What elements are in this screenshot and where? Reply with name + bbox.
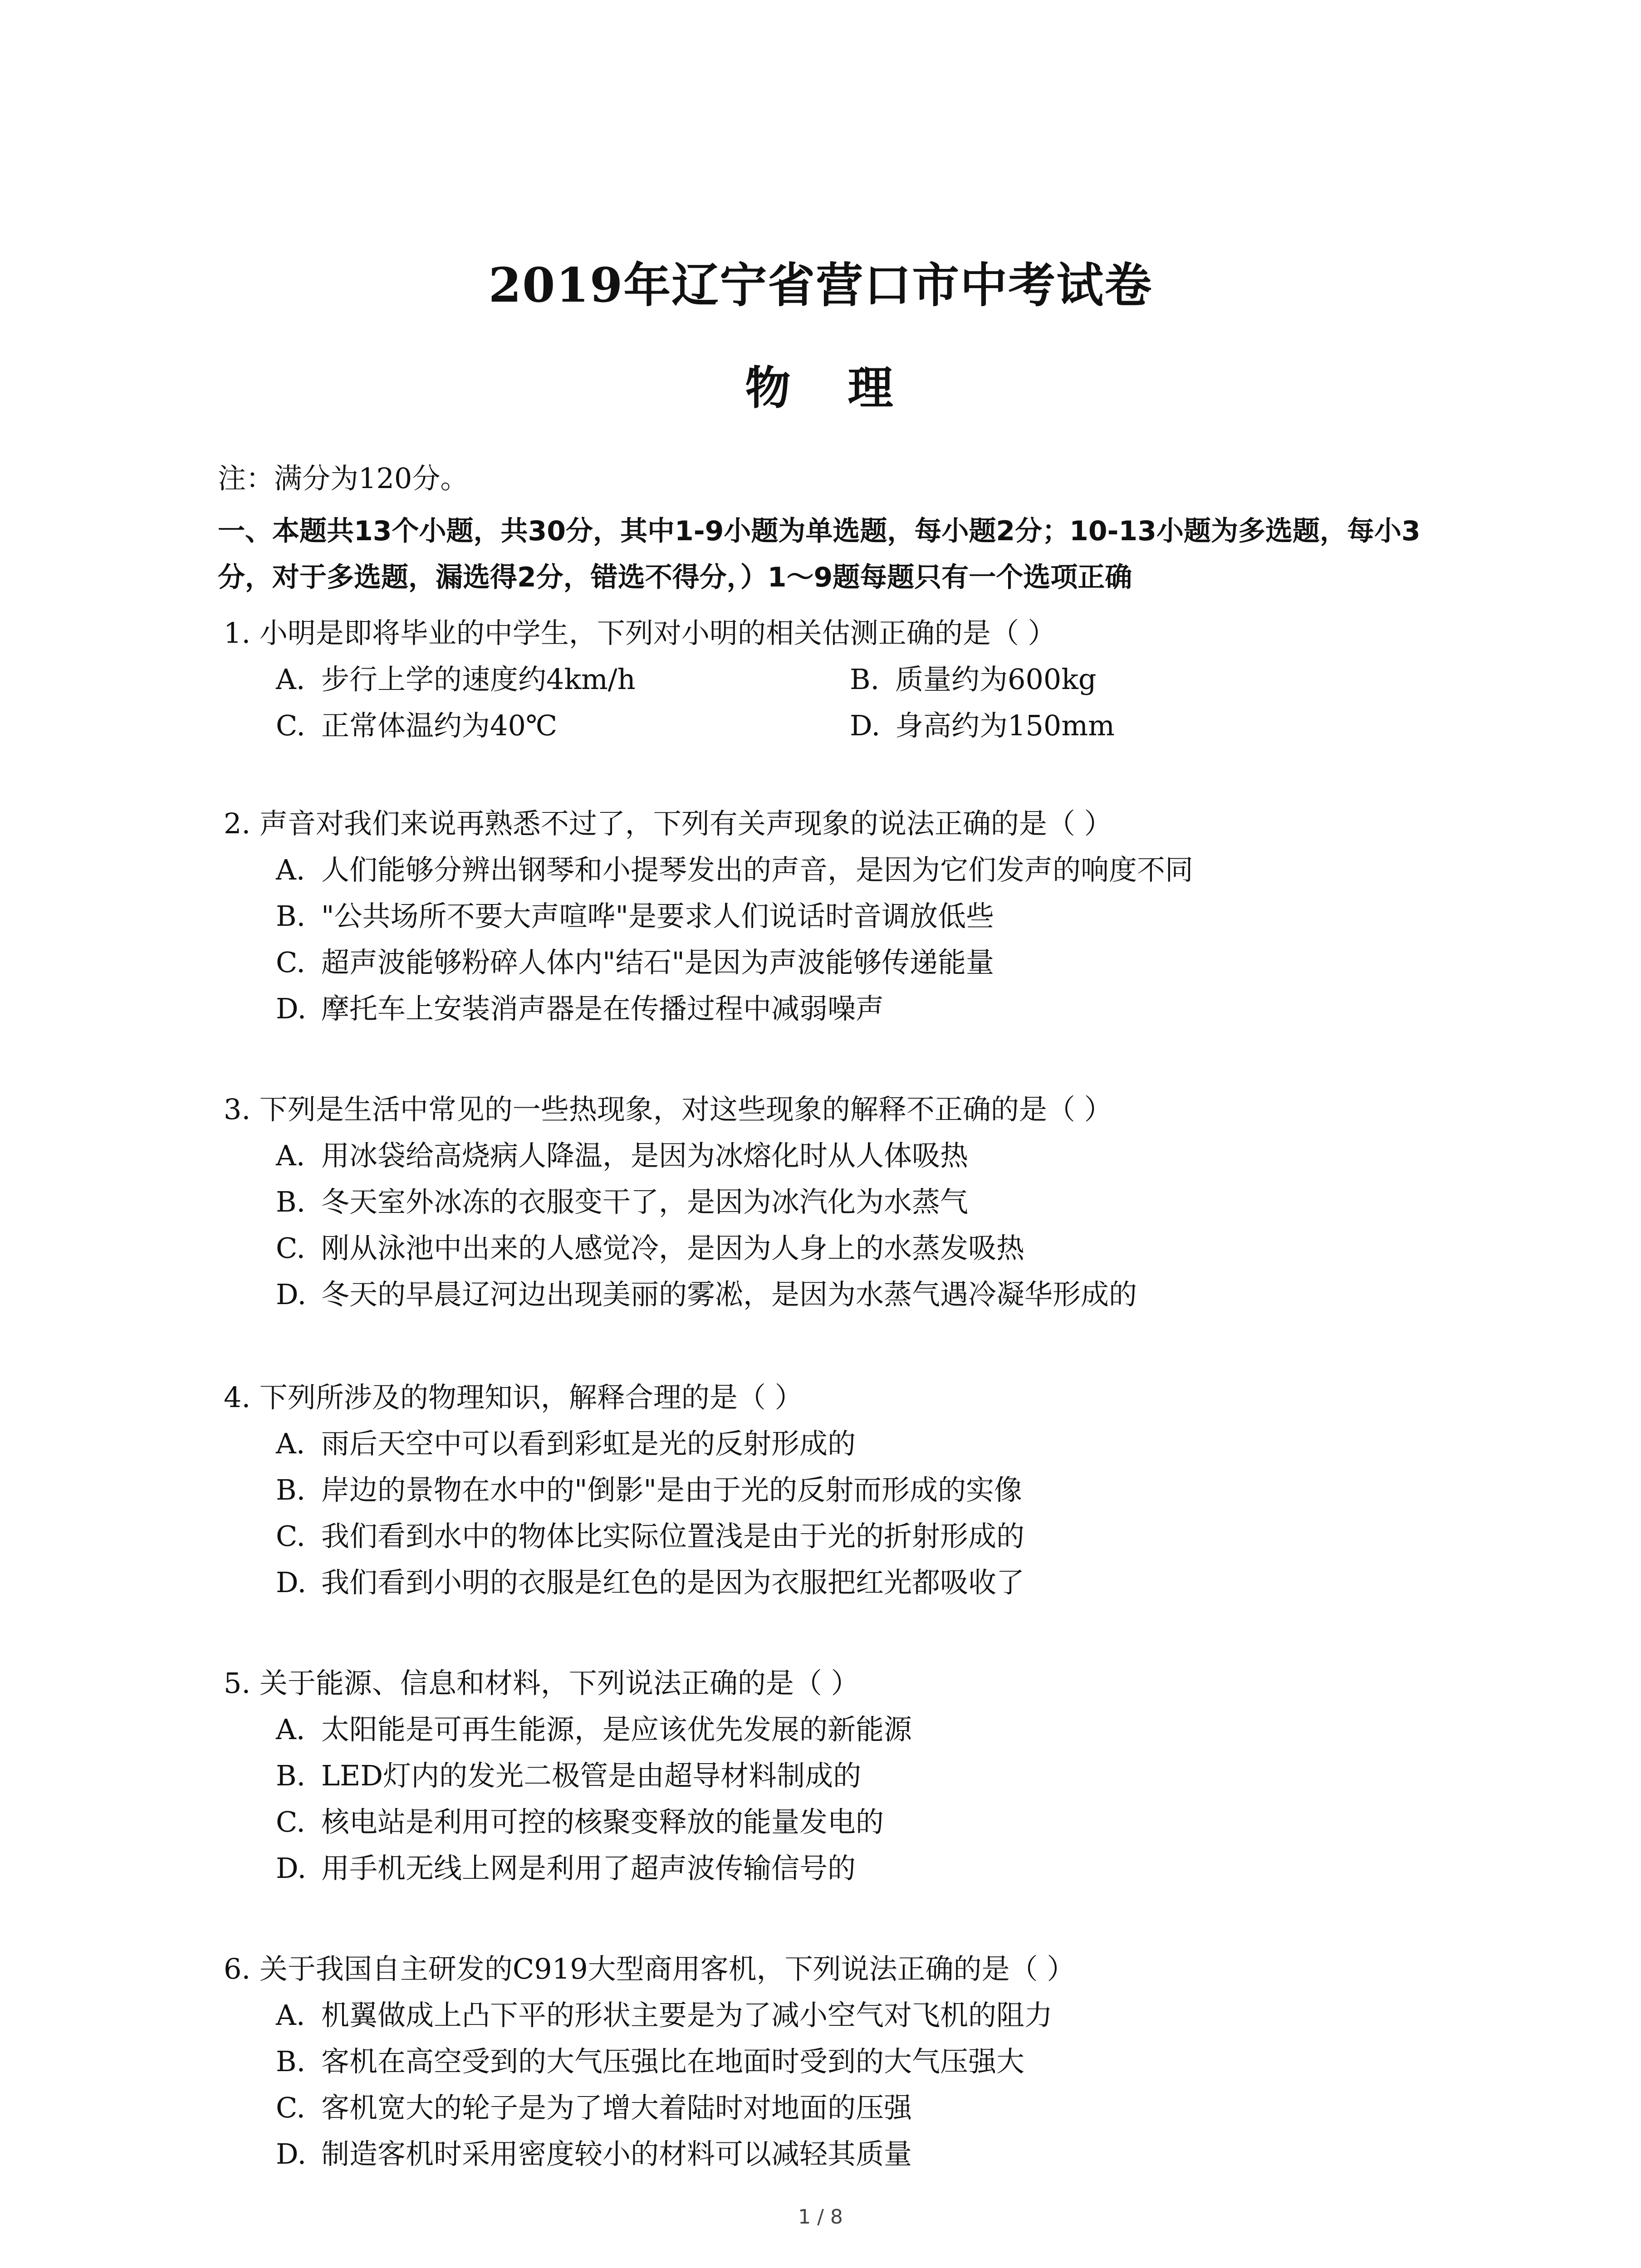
page-title: 2019年辽宁省营口市中考试卷 xyxy=(488,257,1153,313)
option-c xyxy=(224,1513,1449,1559)
score-note: 注：满分为120分。 xyxy=(218,462,469,495)
option-text: 机翼做成上凸下平的形状主要是为了减小空气对飞机的阻力 xyxy=(321,1999,1053,2032)
question-5 xyxy=(224,1660,1449,1892)
question-stem: 6. 关于我国自主研发的C919大型商用客机，下列说法正确的是（ ） xyxy=(224,1952,1075,1985)
option-text: 岸边的景物在水中的"倒影"是由于光的反射而形成的实像 xyxy=(321,1473,1023,1506)
option-text: 冬天室外冰冻的衣服变干了，是因为冰汽化为水蒸气 xyxy=(321,1185,969,1218)
option-letter: D. xyxy=(850,709,881,742)
option-d xyxy=(850,703,1394,749)
option-a xyxy=(224,1133,1449,1179)
option-c xyxy=(276,703,850,749)
question-stem: 4. 下列所涉及的物理知识，解释合理的是（ ） xyxy=(224,1381,803,1414)
option-letter: D. xyxy=(276,992,307,1025)
subject-char-2: 理 xyxy=(847,361,896,415)
option-letter: D. xyxy=(276,1852,307,1885)
option-text: 客机宽大的轮子是为了增大着陆时对地面的压强 xyxy=(321,2091,912,2124)
option-d xyxy=(224,1271,1449,1318)
option-a xyxy=(224,847,1449,893)
option-text: 用冰袋给高烧病人降温，是因为冰熔化时从人体吸热 xyxy=(321,1139,969,1172)
option-b xyxy=(224,893,1449,939)
question-stem: 5. 关于能源、信息和材料，下列说法正确的是（ ） xyxy=(224,1667,859,1700)
option-a xyxy=(224,1992,1449,2038)
option-text: 雨后天空中可以看到彩虹是光的反射形成的 xyxy=(321,1427,856,1460)
option-letter: A. xyxy=(276,1999,305,2032)
question-stem: 2. 声音对我们来说再熟悉不过了，下列有关声现象的说法正确的是（ ） xyxy=(224,807,1112,840)
option-letter: B. xyxy=(276,1473,306,1506)
option-text: 摩托车上安装消声器是在传播过程中减弱噪声 xyxy=(321,992,884,1025)
option-letter: B. xyxy=(850,663,880,696)
option-b xyxy=(850,656,1394,703)
option-text: 我们看到水中的物体比实际位置浅是由于光的折射形成的 xyxy=(321,1520,1025,1553)
option-text: 用手机无线上网是利用了超声波传输信号的 xyxy=(321,1852,856,1885)
question-stem: 1. 小明是即将毕业的中学生，下列对小明的相关估测正确的是（ ） xyxy=(224,616,1056,650)
question-2 xyxy=(224,801,1449,1032)
subject-char-1: 物 xyxy=(745,361,794,415)
option-letter: D. xyxy=(276,2137,307,2170)
question-3 xyxy=(224,1086,1449,1318)
subject-title xyxy=(0,352,1641,417)
option-text: 身高约为150mm xyxy=(895,709,1115,742)
option-letter: C. xyxy=(276,1520,305,1553)
option-letter: B. xyxy=(276,899,306,933)
option-letter: C. xyxy=(276,1805,305,1838)
option-c xyxy=(224,1225,1449,1271)
option-text: 客机在高空受到的大气压强比在地面时受到的大气压强大 xyxy=(321,2045,1025,2078)
option-text: 核电站是利用可控的核聚变释放的能量发电的 xyxy=(321,1805,884,1838)
option-letter: A. xyxy=(276,1427,305,1460)
option-letter: A. xyxy=(276,663,305,696)
question-4 xyxy=(224,1374,1449,1606)
question-6 xyxy=(224,1946,1449,2177)
option-letter: B. xyxy=(276,1759,306,1792)
option-text: 质量约为600kg xyxy=(895,663,1097,696)
option-c xyxy=(224,1799,1449,1845)
option-letter: D. xyxy=(276,1278,307,1311)
option-letter: D. xyxy=(276,1566,307,1599)
option-text: LED灯内的发光二极管是由超导材料制成的 xyxy=(321,1759,862,1792)
question-1 xyxy=(224,610,1449,749)
option-d xyxy=(224,2131,1449,2177)
option-c xyxy=(224,939,1449,986)
option-letter: B. xyxy=(276,2045,306,2078)
section-heading: 一、本题共13个小题，共30分，其中1-9小题为单选题，每小题2分；10-13小题为多选题，每小3分，对于多选题，漏选得2分，错选不得分，）1～9题每题只有一个选项正确 xyxy=(218,515,1421,593)
option-a xyxy=(224,1706,1449,1753)
option-d xyxy=(224,1845,1449,1892)
option-b xyxy=(224,1467,1449,1513)
option-letter: A. xyxy=(276,853,305,886)
option-text: 人们能够分辨出钢琴和小提琴发出的声音，是因为它们发声的响度不同 xyxy=(321,853,1194,886)
option-text: "公共场所不要大声喧哗"是要求人们说话时音调放低些 xyxy=(321,899,994,933)
option-letter: C. xyxy=(276,2091,305,2124)
option-text: 太阳能是可再生能源，是应该优先发展的新能源 xyxy=(321,1713,912,1746)
option-text: 正常体温约为40℃ xyxy=(321,709,558,742)
option-letter: C. xyxy=(276,709,305,742)
page-number: 1 / 8 xyxy=(798,2205,843,2229)
option-text: 步行上学的速度约4km/h xyxy=(321,663,636,696)
option-letter: B. xyxy=(276,1185,306,1218)
option-b xyxy=(224,2038,1449,2085)
option-b xyxy=(224,1179,1449,1225)
option-c xyxy=(224,2085,1449,2131)
option-text: 制造客机时采用密度较小的材料可以减轻其质量 xyxy=(321,2137,912,2170)
option-a xyxy=(276,656,850,703)
option-text: 超声波能够粉碎人体内"结石"是因为声波能够传递能量 xyxy=(321,946,994,979)
option-letter: A. xyxy=(276,1713,305,1746)
option-letter: A. xyxy=(276,1139,305,1172)
option-letter: C. xyxy=(276,1232,305,1265)
option-text: 冬天的早晨辽河边出现美丽的雾凇，是因为水蒸气遇冷凝华形成的 xyxy=(321,1278,1137,1311)
option-a xyxy=(224,1421,1449,1467)
option-letter: C. xyxy=(276,946,305,979)
option-b xyxy=(224,1753,1449,1799)
option-text: 我们看到小明的衣服是红色的是因为衣服把红光都吸收了 xyxy=(321,1566,1025,1599)
option-d xyxy=(224,1559,1449,1606)
option-text: 刚从泳池中出来的人感觉冷，是因为人身上的水蒸发吸热 xyxy=(321,1232,1025,1265)
option-d xyxy=(224,986,1449,1032)
question-stem: 3. 下列是生活中常见的一些热现象，对这些现象的解释不正确的是（ ） xyxy=(224,1093,1112,1126)
